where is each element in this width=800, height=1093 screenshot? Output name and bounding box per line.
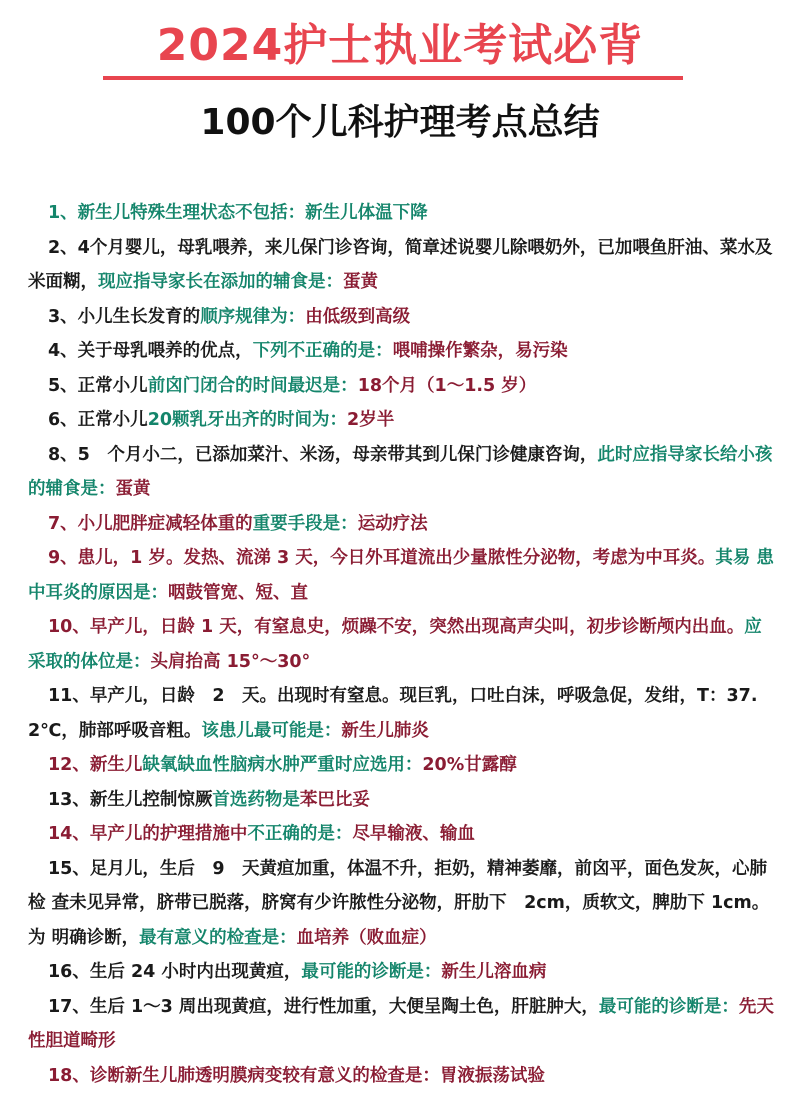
item-text-segment: 新生儿溶血病 (441, 962, 546, 982)
title-underline (103, 76, 683, 80)
list-item (28, 817, 778, 852)
list-item (28, 748, 778, 783)
list-item (28, 507, 778, 542)
item-text-segment: 前囟门闭合的时间最迟是： (148, 376, 358, 396)
item-text-segment: 其易 患中耳炎的原因是： (28, 548, 774, 603)
item-text-segment: 顺序规律为： (200, 307, 305, 327)
item-text-segment: 蛋黄 (116, 479, 151, 499)
list-item (28, 610, 778, 679)
item-text-segment: 最有意义的检查是： (139, 928, 297, 948)
page-title: 2024护士执业考试必背 (0, 18, 800, 74)
item-text-segment: 运动疗法 (358, 514, 428, 534)
list-item (28, 1059, 778, 1093)
item-text-segment: 12、新生儿 (48, 755, 142, 775)
list-item (28, 334, 778, 369)
item-text-segment: 尽早输液、输血 (352, 824, 475, 844)
item-text-segment: 由低级到高级 (305, 307, 410, 327)
item-text-segment: 不正确的是： (247, 824, 352, 844)
item-text-segment: 2岁半 (347, 410, 394, 430)
item-text-segment: 11、早产儿，日龄 2 天。出现时有窒息。现巨乳，口吐白沫，呼吸急促，发绀，T：37.2℃，肺部呼吸音粗。 (28, 686, 757, 741)
item-text-segment: 最可能的诊断是： (301, 962, 441, 982)
item-text-segment: 首选药物是 (212, 790, 300, 810)
item-text-segment: 6、正常小儿 (48, 410, 148, 430)
item-text-segment: 喂哺操作繁杂，易污染 (393, 341, 568, 361)
item-text-segment: 现应指导家长在添加的辅食是： (98, 272, 343, 292)
list-item (28, 541, 778, 610)
item-text-segment: 头肩抬高 15°～30° (151, 652, 311, 672)
item-text-segment: 8、5 个月小二，已添加菜汁、米汤，母亲带其到儿保门诊健康咨询， (48, 445, 597, 465)
item-text-segment: 该患儿最可能是： (201, 721, 341, 741)
item-text-segment: 重要手段是： (253, 514, 358, 534)
item-text-segment: 蛋黄 (343, 272, 378, 292)
list-item (28, 196, 778, 231)
item-text-segment: 20颗乳牙出齐的时间为： (148, 410, 347, 430)
item-text-segment: 此时应指导家长给小孩的辅食是： (28, 445, 772, 500)
item-text-segment: 缺氧缺血性脑病水肿严重时应选用： (142, 755, 422, 775)
item-text-segment: 新生儿肺炎 (341, 721, 429, 741)
item-text-segment: 7、小儿肥胖症减轻体重的 (48, 514, 253, 534)
item-text-segment: 3、小儿生长发育的 (48, 307, 200, 327)
item-text-segment: 最可能的诊断是： (599, 997, 739, 1017)
item-text-segment: 18、诊断新生儿肺透明膜病变较有意义的检查是： (48, 1066, 440, 1086)
item-text-segment: 1、新生儿特殊生理状态不包括：新生儿体温下降 (48, 203, 428, 223)
item-text-segment: 4、关于母乳喂养的优点， (48, 341, 253, 361)
item-text-segment: 17、生后 1～3 周出现黄疸，进行性加重，大便呈陶土色，肝脏肿大， (48, 997, 599, 1017)
list-item (28, 403, 778, 438)
item-text-segment: 20%甘露醇 (422, 755, 516, 775)
list-item (28, 300, 778, 335)
list-item (28, 955, 778, 990)
item-text-segment: 先天性胆道畸形 (28, 997, 774, 1052)
item-text-segment: 咽鼓管宽、短、直 (168, 583, 308, 603)
list-item (28, 438, 778, 507)
list-item (28, 369, 778, 404)
list-item (28, 783, 778, 818)
item-text-segment: 下列不正确的是： (253, 341, 393, 361)
item-text-segment: 16、生后 24 小时内出现黄疸， (48, 962, 301, 982)
item-text-segment: 18个月（1～1.5 岁） (358, 376, 537, 396)
item-text-segment: 14、早产儿的护理措施中 (48, 824, 247, 844)
item-text-segment: 15、足月儿，生后 9 天黄疸加重，体温不升，拒奶，精神萎靡，前囟平，面色发灰，心肺检 查未见异常，脐带已脱落，脐窝有少许脓性分泌物，肝肋下 2cm，质软文，脾肋下 1cm。为 明确诊断， (28, 859, 769, 948)
item-text-segment: 9、患儿，1 岁。发热、流涕 3 天，今日外耳道流出少量脓性分泌物，考虑为中耳炎。 (48, 548, 715, 568)
item-text-segment: 血培养（败血症） (297, 928, 437, 948)
list-item (28, 679, 778, 748)
knowledge-point-list (28, 196, 778, 1093)
list-item (28, 231, 778, 300)
page-subtitle: 100个儿科护理考点总结 (0, 98, 800, 148)
list-item (28, 852, 778, 956)
item-text-segment: 2、4个月婴儿，母乳喂养，来儿保门诊咨询，简章述说婴儿除喂奶外，已加喂鱼肝油、菜水及米面糊， (28, 238, 772, 293)
item-text-segment: 苯巴比妥 (300, 790, 370, 810)
list-item (28, 990, 778, 1059)
item-text-segment: 胃液振荡试验 (440, 1066, 545, 1086)
item-text-segment: 应采取的体位是： (28, 617, 762, 672)
item-text-segment: 13、新生儿控制惊厥 (48, 790, 212, 810)
item-text-segment: 10、早产儿，日龄 1 天，有窒息史，烦躁不安，突然出现高声尖叫，初步诊断颅内出血。 (48, 617, 744, 637)
item-text-segment: 5、正常小儿 (48, 376, 148, 396)
